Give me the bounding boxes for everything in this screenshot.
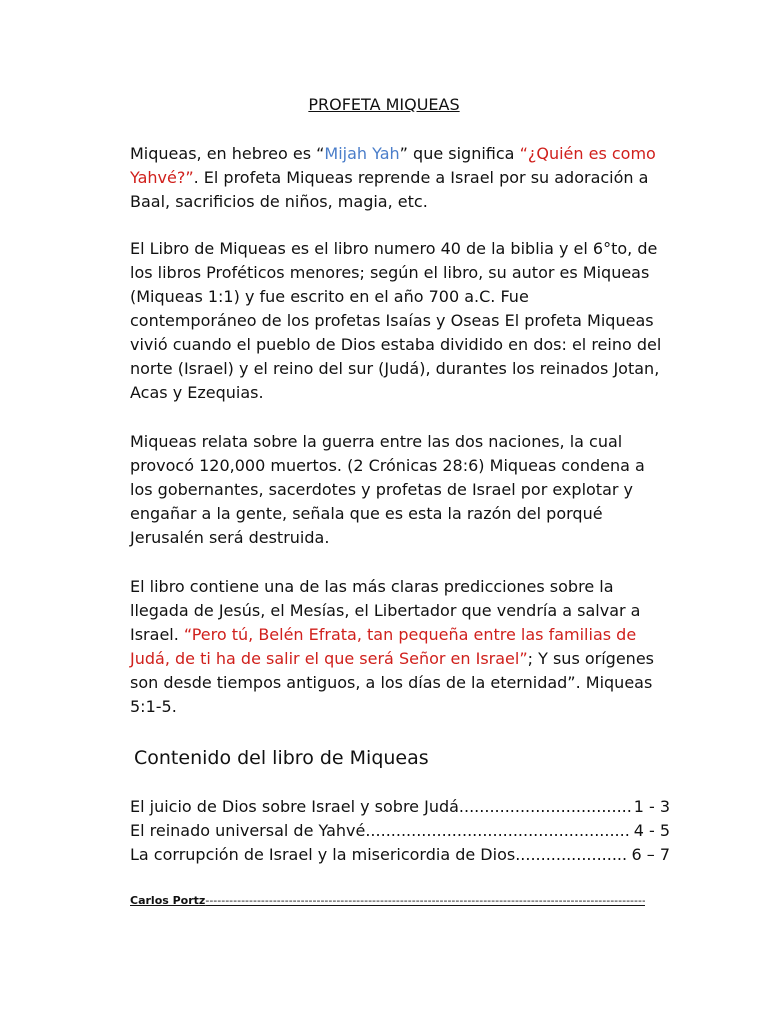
text-line: Acas y Ezequias.	[130, 383, 264, 402]
text-line: (Miqueas 1:1) y fue escrito en el año 700 a.C. Fue	[130, 287, 529, 306]
contents-heading: Contenido del libro de Miqueas	[134, 747, 429, 769]
text-line: provocó 120,000 muertos. (2 Crónicas 28:6) Miqueas condena a	[130, 456, 645, 475]
paragraph-prophecy	[130, 575, 690, 719]
text-line: El Libro de Miqueas es el libro numero 40 de la biblia y el 6°to, de	[130, 239, 658, 258]
text-line: contemporáneo de los profetas Isaías y Oseas El profeta Miqueas	[130, 311, 654, 330]
toc-leader-dots	[459, 795, 631, 819]
toc-entry-title: El reinado universal de Yahvé	[130, 821, 366, 840]
text-line: los gobernantes, sacerdotes y profetas de Israel por explotar y	[130, 480, 634, 499]
toc-leader-dots	[515, 843, 628, 867]
toc-entry-pages: 6 – 7	[631, 845, 670, 864]
text-line: son desde tiempos antiguos, a los días de la eternidad”. Miqueas	[130, 673, 653, 692]
name-meaning: “¿Quién es como	[519, 144, 656, 163]
text-line: ; Y sus orígenes	[527, 649, 654, 668]
toc-entry	[130, 819, 670, 843]
table-of-contents	[130, 795, 670, 867]
paragraph-book-info	[130, 237, 690, 405]
toc-leader-dots	[365, 819, 630, 843]
name-meaning-end: Yahvé?”	[130, 168, 194, 187]
text-line: vivió cuando el pueblo de Dios estaba dividido en dos: el reino del	[130, 335, 662, 354]
prophecy-quote: “Pero tú, Belén Efrata, tan pequeña entre las familias de	[183, 625, 637, 644]
intro-text: ” que significa	[399, 144, 520, 163]
text-line: Israel.	[130, 625, 184, 644]
toc-entry-pages: 1 - 3	[633, 797, 670, 816]
text-line: El libro contiene una de las más claras predicciones sobre la	[130, 577, 614, 596]
hebrew-name: Mijah Yah	[324, 144, 400, 163]
toc-entry-pages: 4 - 5	[633, 821, 670, 840]
toc-entry-title: El juicio de Dios sobre Israel y sobre Judá	[130, 797, 459, 816]
text-line: llegada de Jesús, el Mesías, el Libertador que vendría a salvar a	[130, 601, 641, 620]
author-name: Carlos Portz	[130, 894, 206, 907]
intro-text: Baal, sacrificios de niños, magia, etc.	[130, 192, 428, 211]
toc-entry-title: La corrupción de Israel y la misericordia de Dios	[130, 845, 516, 864]
prophecy-quote-end: Judá, de ti ha de salir el que será Señor en Israel”	[130, 649, 528, 668]
intro-text: Miqueas, en hebreo es “	[130, 144, 325, 163]
page-title: PROFETA MIQUEAS	[308, 95, 460, 114]
paragraph-intro	[130, 142, 690, 214]
text-line: Jerusalén será destruida.	[130, 528, 330, 547]
text-line: engañar a la gente, señala que es esta la razón del porqué	[130, 504, 603, 523]
text-line: norte (Israel) y el reino del sur (Judá), durantes los reinados Jotan,	[130, 359, 660, 378]
signature-line	[205, 893, 645, 909]
text-line: 5:1-5.	[130, 697, 177, 716]
intro-text: . El profeta Miqueas reprende a Israel por su adoración a	[193, 168, 649, 187]
toc-entry	[130, 843, 670, 867]
text-line: los libros Proféticos menores; según el libro, su autor es Miqueas	[130, 263, 650, 282]
toc-entry	[130, 795, 670, 819]
author-signature	[130, 893, 645, 909]
text-line: Miqueas relata sobre la guerra entre las dos naciones, la cual	[130, 432, 623, 451]
paragraph-war	[130, 430, 690, 550]
